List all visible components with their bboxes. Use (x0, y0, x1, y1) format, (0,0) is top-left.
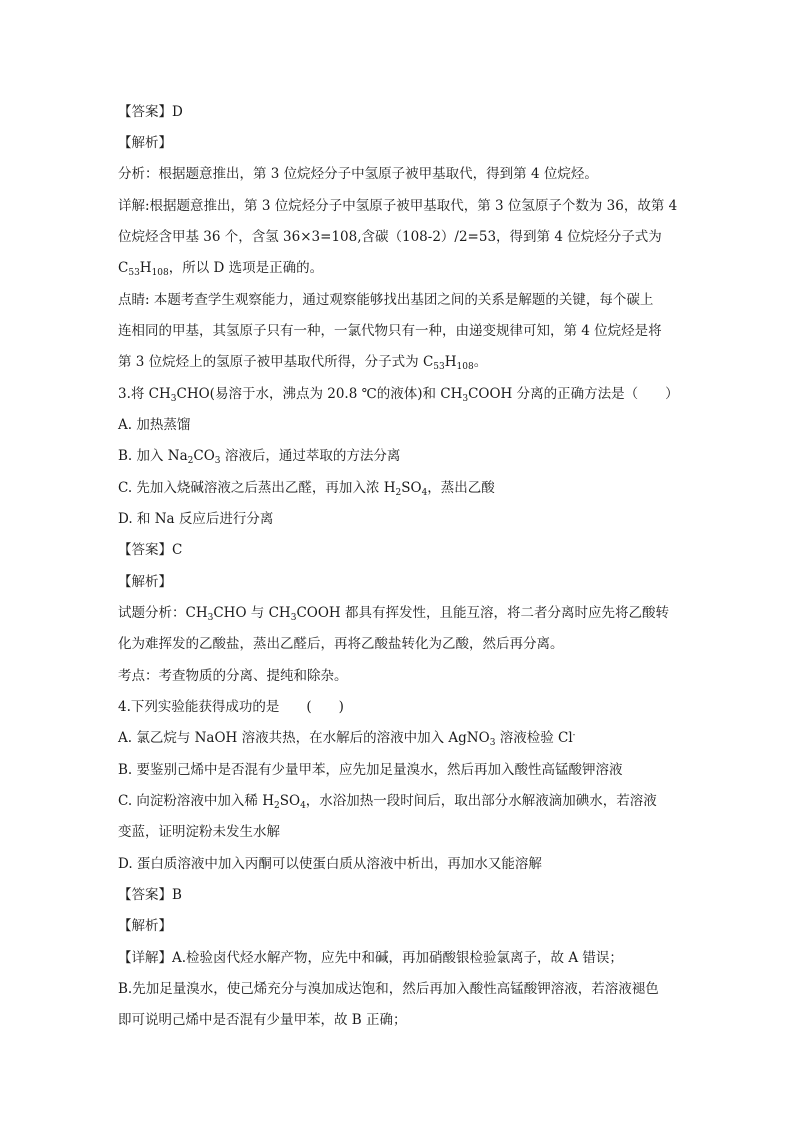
dianjing-line-3-q2: 第 3 位烷烃上的氢原子被甲基取代所得，分子式为 $C_{53}H_{108}$。 (118, 354, 488, 372)
option-d-q4: D. 蛋白质溶液中加入丙酮可以使蛋白质从溶液中析出，再加水又能溶解 (118, 856, 542, 872)
analysis-label-q3: 【解析】 (118, 574, 172, 590)
analysis-label-q2: 【解析】 (118, 135, 172, 151)
option-c-line-2-q4: 变蓝，证明淀粉未发生水解 (118, 824, 280, 840)
xiangjie-line-1-q2: 详解:根据题意推出，第 3 位烷烃分子中氢原子被甲基取代，第 3 位氢原子个数为 36，故第 4 (118, 198, 678, 214)
question-stem-q3: 3.将 $CH_3CHO$(易溶于水，沸点为 20.8 ℃的液体)和 $CH_3COOH$ 分离的正确方法是（ ） (118, 386, 679, 404)
answer-label-q3: 【答案】C (118, 542, 183, 558)
fenxi-paragraph-q2: 分析：根据题意推出，第 3 位烷烃分子中氢原子被甲基取代，得到第 4 位烷烃。 (118, 166, 598, 182)
analysis-label-q4: 【解析】 (118, 918, 172, 934)
xiangjie-line-3-q2: $C_{53}H_{108}$，所以 D 选项是正确的。 (118, 260, 324, 278)
option-b-q4: B. 要鉴别己烯中是否混有少量甲苯，应先加足量溴水，然后再加入酸性高锰酸钾溶液 (118, 762, 623, 778)
option-a-q3: A. 加热蒸馏 (118, 417, 191, 433)
xiangjie-b-line-1-q4: B.先加足量溴水，使己烯充分与溴加成达饱和，然后再加入酸性高锰酸钾溶液，若溶液褪色 (118, 981, 659, 997)
option-a-q4: A. 氯乙烷与 NaOH 溶液共热，在水解后的溶液中加入 AgNO$_3$ 溶液检验 Cl- (118, 730, 576, 748)
dianjing-line-2-q2: 连相同的甲基，其氢原子只有一种，一氯代物只有一种，由递变规律可知，第 4 位烷烃是将 (118, 323, 662, 339)
answer-label-q4: 【答案】B (118, 887, 182, 903)
xiangjie-a-q4: 【详解】A.检验卤代烃水解产物，应先中和碱，再加硝酸银检验氯离子，故 A 错误； (118, 950, 623, 966)
answer-label-q2: 【答案】D (118, 104, 183, 120)
shiti-line-2-q3: 化为难挥发的乙酸盐，蒸出乙醛后，再将乙酸盐转化为乙酸，然后再分离。 (118, 636, 564, 652)
dianjing-line-1-q2: 点睛: 本题考查学生观察能力，通过观察能够找出基团之间的关系是解题的关键，每个碳上 (118, 292, 654, 308)
option-c-q3: C. 先加入烧碱溶液之后蒸出乙醛，再加入浓 $H_2SO_4$，蒸出乙酸 (118, 480, 495, 498)
shiti-line-1-q3: 试题分析：$CH_3CHO$ 与 $CH_3COOH$ 都具有挥发性，且能互溶，将二者分离时应先将乙酸转 (118, 605, 669, 623)
xiangjie-line-2-q2: 位烷烃含甲基 36 个，含氢 36×3=108,含碳（108-2）/2=53，得到第 4 位烷烃分子式为 (118, 229, 662, 245)
kaodian-q3: 考点：考查物质的分离、提纯和除杂。 (118, 668, 348, 684)
option-b-q3: B. 加入 $Na_2CO_3$ 溶液后，通过萃取的方法分离 (118, 448, 401, 466)
question-stem-q4: 4.下列实验能获得成功的是 ( ) (118, 699, 344, 715)
option-d-q3: D. 和 Na 反应后进行分离 (118, 511, 274, 527)
option-c-line-1-q4: C. 向淀粉溶液中加入稀 $H_2SO_4$，水浴加热一段时间后，取出部分水解液滴加碘水，若溶液 (118, 793, 657, 811)
xiangjie-b-line-2-q4: 即可说明己烯中是否混有少量甲苯，故 B 正确； (118, 1012, 407, 1028)
